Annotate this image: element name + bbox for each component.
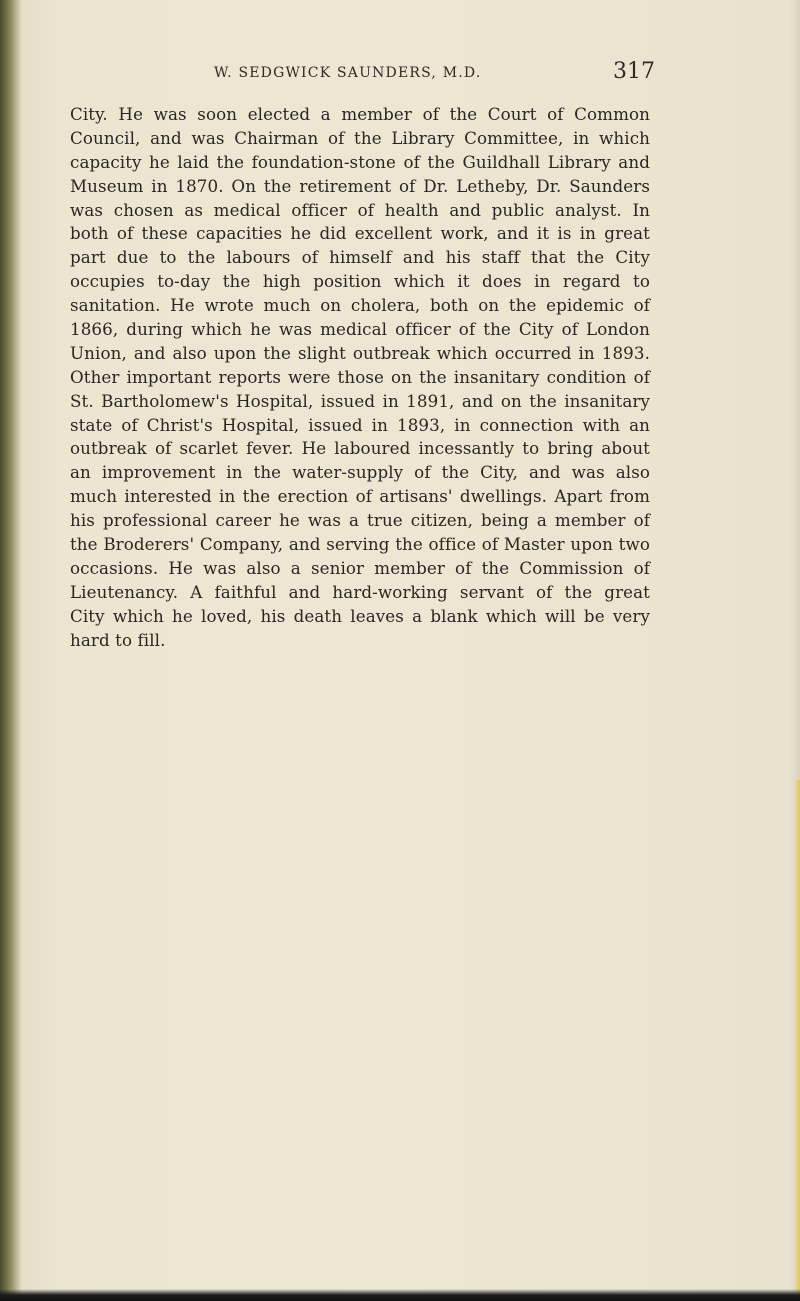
page-header bbox=[160, 59, 655, 89]
page-edge-right bbox=[795, 780, 800, 1301]
text-line: the Broderers' Company, and serving the office of Master upon two bbox=[70, 534, 650, 555]
text-line: part due to the labours of himself and his staff that the City bbox=[70, 247, 650, 268]
text-line: St. Bartholomew's Hospital, issued in 1891, and on the insanitary bbox=[70, 390, 650, 411]
text-line: occupies to-day the high position which it does in regard to bbox=[70, 271, 650, 292]
text-line: Union, and also upon the slight outbreak which occurred in 1893. bbox=[70, 342, 650, 363]
text-line: much interested in the erection of artisans' dwellings. Apart from bbox=[70, 486, 650, 507]
page-edge-bottom bbox=[0, 1289, 800, 1301]
page-number: 317 bbox=[613, 59, 655, 84]
text-line: occasions. He was also a senior member of the Commission of bbox=[70, 557, 650, 578]
text-line: outbreak of scarlet fever. He laboured incessantly to bring about bbox=[70, 438, 650, 459]
text-line: hard to fill. bbox=[70, 629, 166, 650]
text-line: Museum in 1870. On the retirement of Dr. Letheby, Dr. Saunders bbox=[70, 175, 650, 196]
text-line: both of these capacities he did excellent work, and it is in great bbox=[70, 223, 650, 244]
text-line: 1866, during which he was medical officer of the City of London bbox=[70, 319, 650, 340]
text-line: was chosen as medical officer of health and public analyst. In bbox=[70, 199, 650, 220]
text-line: sanitation. He wrote much on cholera, both on the epidemic of bbox=[70, 295, 650, 316]
text-line: state of Christ's Hospital, issued in 1893, in connection with an bbox=[70, 414, 650, 435]
running-head: W. SEDGWICK SAUNDERS, M.D. bbox=[214, 65, 482, 81]
body-paragraph bbox=[70, 103, 650, 652]
text-line: capacity he laid the foundation-stone of the Guildhall Library and bbox=[70, 151, 650, 172]
text-line: City which he loved, his death leaves a blank which will be very bbox=[70, 605, 650, 626]
text-line: City. He was soon elected a member of the Court of Common bbox=[70, 104, 650, 124]
text-line: his professional career he was a true citizen, being a member of bbox=[70, 510, 650, 531]
page-binding-shadow bbox=[0, 0, 22, 1301]
text-line: an improvement in the water-supply of the City, and was also bbox=[70, 462, 650, 483]
text-line: Council, and was Chairman of the Library Committee, in which bbox=[70, 127, 650, 148]
text-line: Other important reports were those on the insanitary condition of bbox=[70, 366, 650, 387]
text-line: Lieutenancy. A faithful and hard-working servant of the great bbox=[70, 581, 650, 602]
